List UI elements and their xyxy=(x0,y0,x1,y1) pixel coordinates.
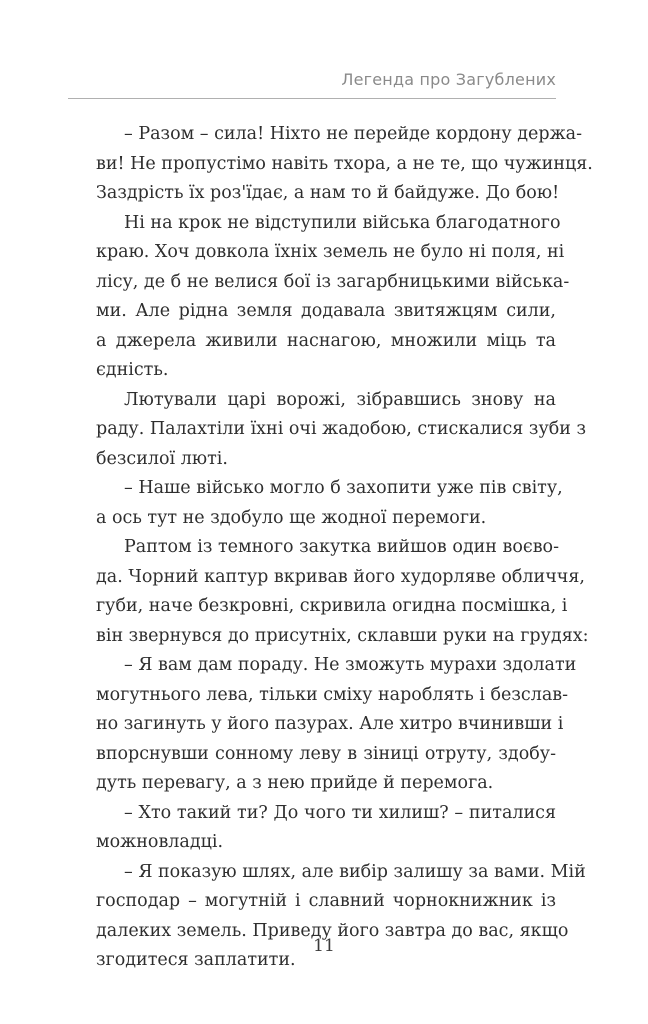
paragraph xyxy=(96,474,563,533)
text-line: – Я вам дам пораду. Не зможуть мурахи здолати xyxy=(124,655,577,675)
text-line: – Я показую шлях, але вибір залишу за вами. Мій xyxy=(124,861,586,882)
text-line: ми. Але рідна земля додавала звитяжцям сили, xyxy=(96,301,556,321)
text-line: господар – могутній і славний чорнокнижник із xyxy=(96,891,556,911)
text-line: єдність. xyxy=(96,360,169,380)
text-line: краю. Хоч довкола їхніх земель не було ні поля, ні xyxy=(96,242,565,262)
text-line: дуть перевагу, а з нею прийде й перемога. xyxy=(96,773,494,793)
text-line: раду. Палахтіли їхні очі жадобою, стискалися зуби з xyxy=(96,419,587,439)
text-line: лісу, де б не велися бої із загарбницькими військa- xyxy=(96,271,570,292)
text-line: губи, наче безкровні, скривила огидна посмішка, і xyxy=(96,596,568,616)
running-header-title: Легенда про Загублених xyxy=(341,70,556,89)
text-line: безсилої люті. xyxy=(96,448,228,469)
header-divider xyxy=(68,98,556,99)
paragraph xyxy=(96,120,593,209)
paragraph xyxy=(96,533,589,651)
text-line: да. Чорний каптур вкривав його худорляве обличчя, xyxy=(96,566,585,587)
body-text xyxy=(96,120,593,976)
text-line: далеких земель. Приведу його завтра до вас, якщо xyxy=(96,920,569,941)
text-line: но загинуть у його пазурах. Але хитро вчинивши і xyxy=(96,714,564,734)
paragraph xyxy=(96,651,577,799)
text-line: можновладці. xyxy=(96,832,224,852)
text-line: Ні на крок не відступили війська благодатного xyxy=(124,212,561,233)
text-line: – Хто такий ти? До чого ти хилиш? – питалися xyxy=(124,802,556,823)
text-line: він звернувся до присутніх, склавши руки на грудях: xyxy=(96,625,589,646)
text-line: – Наше військо могло б захопити уже пів світу, xyxy=(124,478,563,498)
text-line: впорснувши сонному леву в зіниці отруту, здобу- xyxy=(96,743,556,764)
text-line: – Разом – сила! Ніхто не перейде кордону держа- xyxy=(124,124,583,144)
paragraph xyxy=(96,209,570,386)
text-line: Лютували царі ворожі, зібравшись знову на xyxy=(124,389,556,410)
paragraph xyxy=(96,386,587,475)
paragraph xyxy=(96,799,556,858)
text-line: а джерела живили наснагою, множили міць та xyxy=(96,330,556,351)
text-line: згодитеся заплатити. xyxy=(96,950,296,970)
page-number: 11 xyxy=(313,936,335,956)
paragraph xyxy=(96,858,586,976)
text-line: могутнього лева, тільки сміху нароблять і безслав- xyxy=(96,684,569,705)
text-line: Заздрість їх роз'їдає, а нам то й байдуже. До бою! xyxy=(96,183,560,203)
text-line: Раптом із темного закутка вийшов один воєво- xyxy=(124,537,560,557)
text-line: а ось тут не здобуло ще жодної перемоги. xyxy=(96,507,487,528)
text-line: ви! Не пропустімо навіть тхора, а не те, що чужинця. xyxy=(96,153,593,174)
